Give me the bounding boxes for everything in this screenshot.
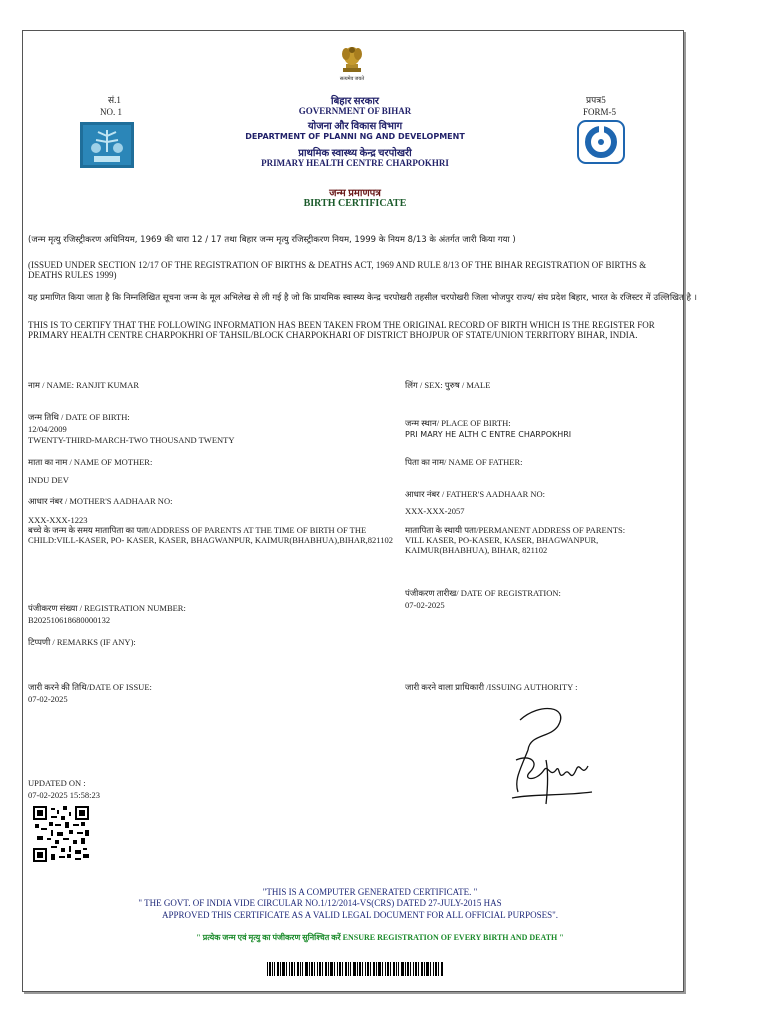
place-of-birth-value: PRI MARY HE ALTH C ENTRE CHARPOKHRI (405, 430, 572, 439)
dob-value: 12/04/2009 (28, 424, 67, 434)
registration-number-label: पंजीकरण संख्या / REGISTRATION NUMBER: (28, 603, 186, 613)
certify-en: THIS IS TO CERTIFY THAT THE FOLLOWING INFORMATION HAS BEEN TAKEN FROM THE ORIGINAL RECORD OF BIRTH WHICH IS THE REGISTER FOR PRIMARY HEALTH CENTRE CHARPOKHRI OF TAHSIL/BLOCK CHARPOKHARI OF DISTRICT BHOJPUR OF STATE/UNION TERRITORY BIHAR, INDIA. (28, 320, 655, 340)
footer-line-2: " THE GOVT. OF INDIA VIDE CIRCULAR NO.1/12/2014-VS(CRS) DATED 27-JULY-2015 HAS (138, 898, 502, 908)
form-hi: प्रपत्र5 (586, 95, 606, 105)
father-aadhaar-label: आधार नंबर / FATHER'S AADHAAR NO: (405, 489, 546, 499)
father-label: पिता का नाम/ NAME OF FATHER: (405, 457, 523, 467)
bihar-logo-icon (80, 122, 134, 173)
cert-title-en: BIRTH CERTIFICATE (303, 198, 407, 209)
emblem-caption: सत्यमेव जयते (339, 77, 365, 82)
dept-hi: योजना और विकास विभाग (307, 121, 403, 132)
form-en: FORM-5 (583, 107, 617, 117)
place-of-birth-label: जन्म स्थान/ PLACE OF BIRTH: (405, 418, 511, 428)
registration-date-label: पंजीकरण तारीख/ DATE OF REGISTRATION: (405, 588, 561, 598)
father-aadhaar-value: XXX-XXX-2057 (405, 506, 465, 516)
qr-code-icon (33, 806, 89, 867)
sex-field: लिंग / SEX: पुरुष / MALE (405, 380, 491, 390)
registration-number-value: B202510618680000132 (28, 615, 111, 625)
crs-logo-icon (577, 120, 625, 169)
footer-line-1: "THIS IS A COMPUTER GENERATED CERTIFICATE. " (262, 887, 478, 897)
certify-hi: यह प्रमाणित किया जाता है कि निम्नलिखित सूचना जन्म के मूल अभिलेख से ली गई है जो कि प्राथमिक स्वास्थ्य केन्द्र चरपोखरी तहसील चरपोखरी जिला भोजपुर राज्य/ संघ प्रदेश बिहार, भारत के रजिस्टर में उल्लिखित है । (28, 293, 697, 303)
registration-date-value: 07-02-2025 (405, 600, 445, 610)
phc-en: PRIMARY HEALTH CENTRE CHARPOKHRI (261, 158, 449, 168)
serial-hi: सं.1 (108, 95, 121, 105)
mother-label: माता का नाम / NAME OF MOTHER: (28, 457, 153, 467)
mother-aadhaar-label: आधार नंबर / MOTHER'S AADHAAR NO: (28, 496, 173, 506)
government-title: GOVERNMENT OF BIHAR (298, 106, 412, 116)
issuing-authority-label: जारी करने वाला प्राधिकारी /ISSUING AUTHORITY : (405, 682, 578, 692)
certificate-frame (22, 30, 684, 992)
cert-title-hi: जन्म प्रमाणपत्र (329, 188, 381, 199)
date-of-issue-label: जारी करने की तिथि/DATE OF ISSUE: (28, 682, 152, 692)
name-field: नाम / NAME: RANJIT KUMAR (28, 380, 140, 390)
serial-en: NO. 1 (100, 107, 122, 117)
dob-label: जन्म तिथि / DATE OF BIRTH: (28, 412, 130, 422)
phc-hi: प्राथमिक स्वास्थ्य केन्द्र चरपोखरी (298, 148, 412, 159)
signature-icon (500, 700, 600, 813)
issued-under-hi: (जन्म मृत्यु रजिस्ट्रीकरण अधिनियम, 1969 की धारा 12 / 17 तथा बिहार जन्म मृत्यु रजिस्ट्रीकरण नियम, 1999 के नियम 8/13 के अंतर्गत जारी किया गया ) (28, 235, 516, 245)
issued-under-en: (ISSUED UNDER SECTION 12/17 OF THE REGISTRATION OF BIRTHS & DEATHS ACT, 1969 AND RULE 8/13 OF THE BIHAR REGISTRATION OF BIRTHS & DEATHS RULES 1999) (28, 260, 647, 280)
address-at-birth: बच्चे के जन्म के समय माता‌पिता का पता/ADDRESS OF PARENTS AT THE TIME OF BIRTH OF THE CHILD:VILL-KASER, PO- KASER, KASER, BHAGWANPUR, KAIMUR(BHABHUA),BIHAR,821102 (28, 525, 393, 545)
state-hi: बिहार सरकार (331, 96, 379, 107)
remarks-label: टिप्पणी / REMARKS (IF ANY): (28, 637, 136, 647)
permanent-address: मातापिता के स्थायी पता/PERMANENT ADDRESS OF PARENTS: VILL KASER, PO-KASER, KASER, BHAGWANPUR, KAIMUR(BHABHUA), BIHAR, 821102 (405, 525, 626, 555)
footer-line-3: APPROVED THIS CERTIFICATE AS A VALID LEGAL DOCUMENT FOR ALL OFFICIAL PURPOSES". (161, 910, 559, 920)
barcode-icon (267, 962, 443, 981)
mother-value: INDU DEV (28, 475, 69, 485)
mother-aadhaar-value: XXX-XXX-1223 (28, 515, 88, 525)
updated-on-value: 07-02-2025 15:58:23 (28, 790, 101, 800)
dob-words: TWENTY-THIRD-MARCH-TWO THOUSAND TWENTY (28, 435, 235, 445)
date-of-issue-value: 07-02-2025 (28, 694, 68, 704)
updated-on-label: UPDATED ON : (28, 778, 86, 788)
footer-motto: " प्रत्येक जन्म एवं मृत्यु का पंजीकरण सुनिश्चित करें ENSURE REGISTRATION OF EVERY BIRTH AND DEATH " (196, 933, 564, 942)
dept-en: DEPARTMENT OF PLANNI NG AND DEVELOPMENT (245, 132, 465, 141)
